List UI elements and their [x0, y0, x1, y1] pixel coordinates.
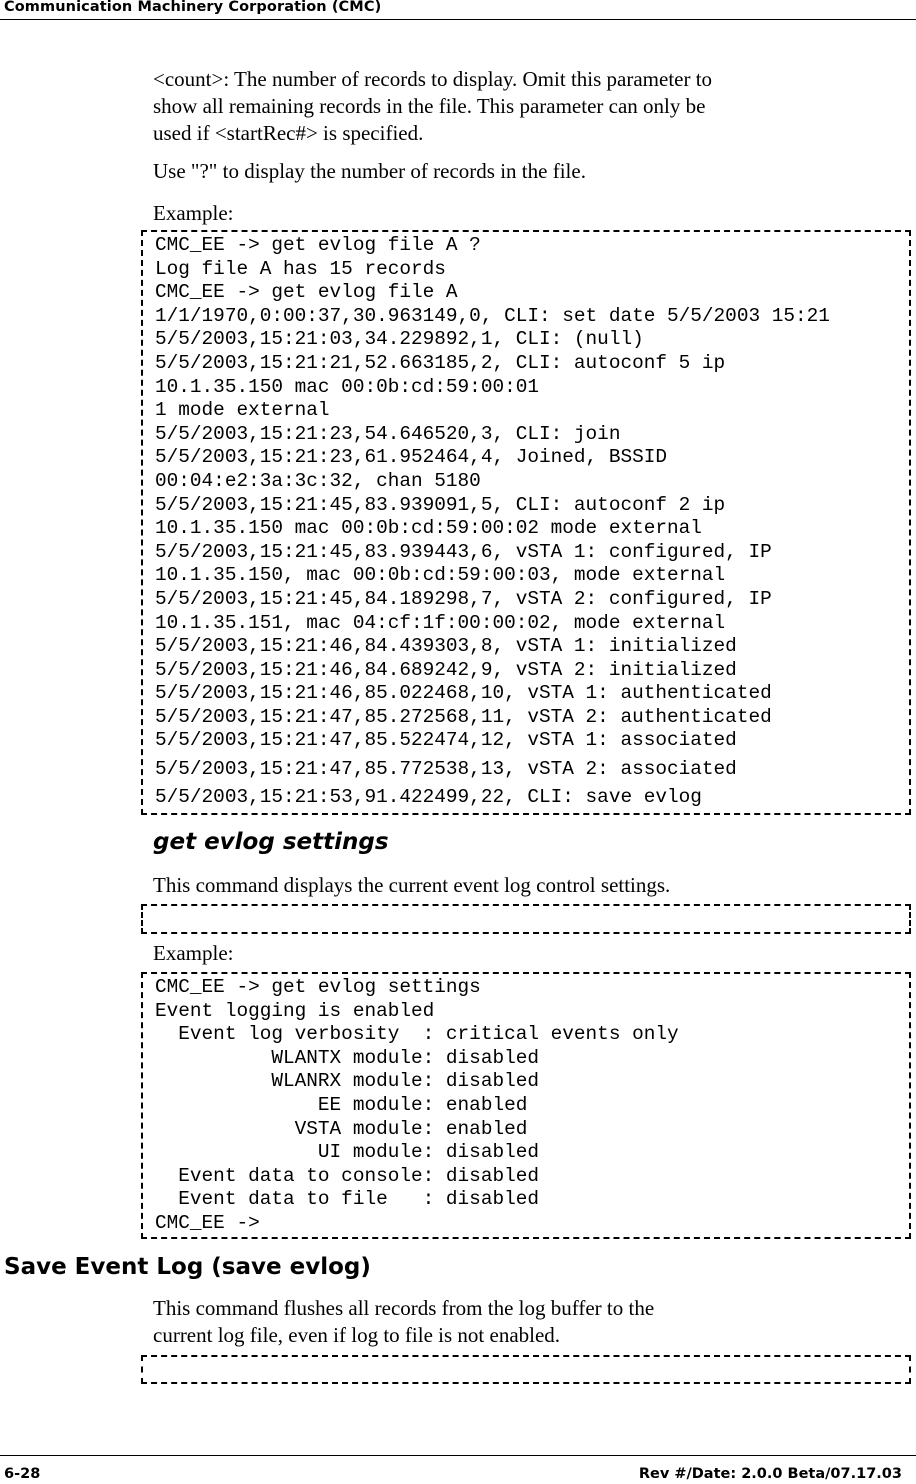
code-line: 5/5/2003,15:21:47,85.772538,13, vSTA 2: associated	[155, 758, 737, 781]
count-description-line: <count>: The number of records to display. Omit this parameter to	[153, 67, 713, 91]
code-line: CMC_EE -> get evlog file A	[155, 281, 458, 304]
use-question-line: Use "?" to display the number of records in the file.	[153, 159, 586, 183]
code-line: UI module: disabled	[155, 1141, 539, 1164]
save-description-line: current log file, even if log to file is not enabled.	[153, 1323, 561, 1347]
code-line: 5/5/2003,15:21:03,34.229892,1, CLI: (null)	[155, 328, 644, 351]
code-line: 10.1.35.150, mac 00:0b:cd:59:00:03, mode external	[155, 564, 726, 587]
code-block-settings-syntax	[141, 904, 911, 934]
code-line: 5/5/2003,15:21:47,85.272568,11, vSTA 2: authenticated	[155, 705, 772, 728]
save-description-line: This command flushes all records from the log buffer to the	[153, 1296, 655, 1320]
code-line: 5/5/2003,15:21:53,91.422499,22, CLI: save evlog	[155, 785, 702, 808]
code-line: WLANTX module: disabled	[155, 1046, 539, 1069]
code-line: Event log verbosity : critical events only	[155, 1023, 679, 1046]
page-header	[0, 0, 916, 20]
code-line: 5/5/2003,15:21:46,84.439303,8, vSTA 1: initialized	[155, 635, 737, 658]
code-block-save-syntax	[141, 1355, 911, 1384]
code-line: 5/5/2003,15:21:45,83.939091,5, CLI: autoconf 2 ip	[155, 493, 726, 516]
code-line: 10.1.35.150 mac 00:0b:cd:59:00:02 mode external	[155, 517, 702, 540]
code-line: 5/5/2003,15:21:46,84.689242,9, vSTA 2: initialized	[155, 658, 737, 681]
code-line: Event data to console: disabled	[155, 1164, 539, 1187]
code-line: 5/5/2003,15:21:45,83.939443,6, vSTA 1: configured, IP	[155, 540, 772, 563]
count-description	[153, 66, 913, 147]
code-line: 5/5/2003,15:21:45,84.189298,7, vSTA 2: configured, IP	[155, 587, 772, 610]
code-line: CMC_EE -> get evlog settings	[155, 976, 481, 998]
code-line: 10.1.35.150 mac 00:0b:cd:59:00:01	[155, 375, 539, 398]
code-line: 10.1.35.151, mac 04:cf:1f:00:00:02, mode external	[155, 611, 726, 634]
count-description-line: used if <startRec#> is specified.	[153, 121, 424, 145]
settings-example-label: Example:	[153, 941, 234, 965]
code-block-settings-example	[141, 972, 911, 1239]
page-footer	[0, 1455, 916, 1484]
save-description	[153, 1295, 913, 1349]
code-line: 5/5/2003,15:21:23,54.646520,3, CLI: join	[155, 422, 621, 445]
section-title-save-evlog: Save Event Log (save evlog)	[4, 1254, 371, 1280]
code-line: CMC_EE -> get evlog file A ?	[155, 234, 481, 256]
header-title: Communication Machinery Corporation (CMC)	[4, 0, 382, 15]
revision-date: Rev #/Date: 2.0.0 Beta/07.17.03	[638, 1466, 902, 1482]
code-line: 1/1/1970,0:00:37,30.963149,0, CLI: set date 5/5/2003 15:21	[155, 304, 830, 327]
code-line: EE module: enabled	[155, 1093, 528, 1116]
code-line: CMC_EE ->	[155, 1211, 260, 1234]
code-block-get-evlog-file	[141, 230, 911, 815]
code-line: 5/5/2003,15:21:21,52.663185,2, CLI: autoconf 5 ip	[155, 351, 726, 374]
code-line: Log file A has 15 records	[155, 257, 446, 280]
code-line: Event data to file : disabled	[155, 1188, 539, 1211]
count-description-line: show all remaining records in the file. This parameter can only be	[153, 94, 706, 118]
code-line: 1 mode external	[155, 399, 330, 422]
code-line: WLANRX module: disabled	[155, 1070, 539, 1093]
code-line: 5/5/2003,15:21:47,85.522474,12, vSTA 1: associated	[155, 729, 737, 752]
example-label: Example:	[153, 201, 234, 225]
code-line: 5/5/2003,15:21:46,85.022468,10, vSTA 1: authenticated	[155, 682, 772, 705]
settings-description: This command displays the current event log control settings.	[153, 873, 671, 897]
code-line: Event logging is enabled	[155, 999, 435, 1022]
code-line: VSTA module: enabled	[155, 1117, 528, 1140]
code-line: 00:04:e2:3a:3c:32, chan 5180	[155, 469, 481, 492]
code-line: 5/5/2003,15:21:23,61.952464,4, Joined, BSSID	[155, 446, 667, 469]
page-number: 6-28	[4, 1466, 41, 1482]
section-title-get-evlog-settings: get evlog settings	[153, 829, 389, 855]
